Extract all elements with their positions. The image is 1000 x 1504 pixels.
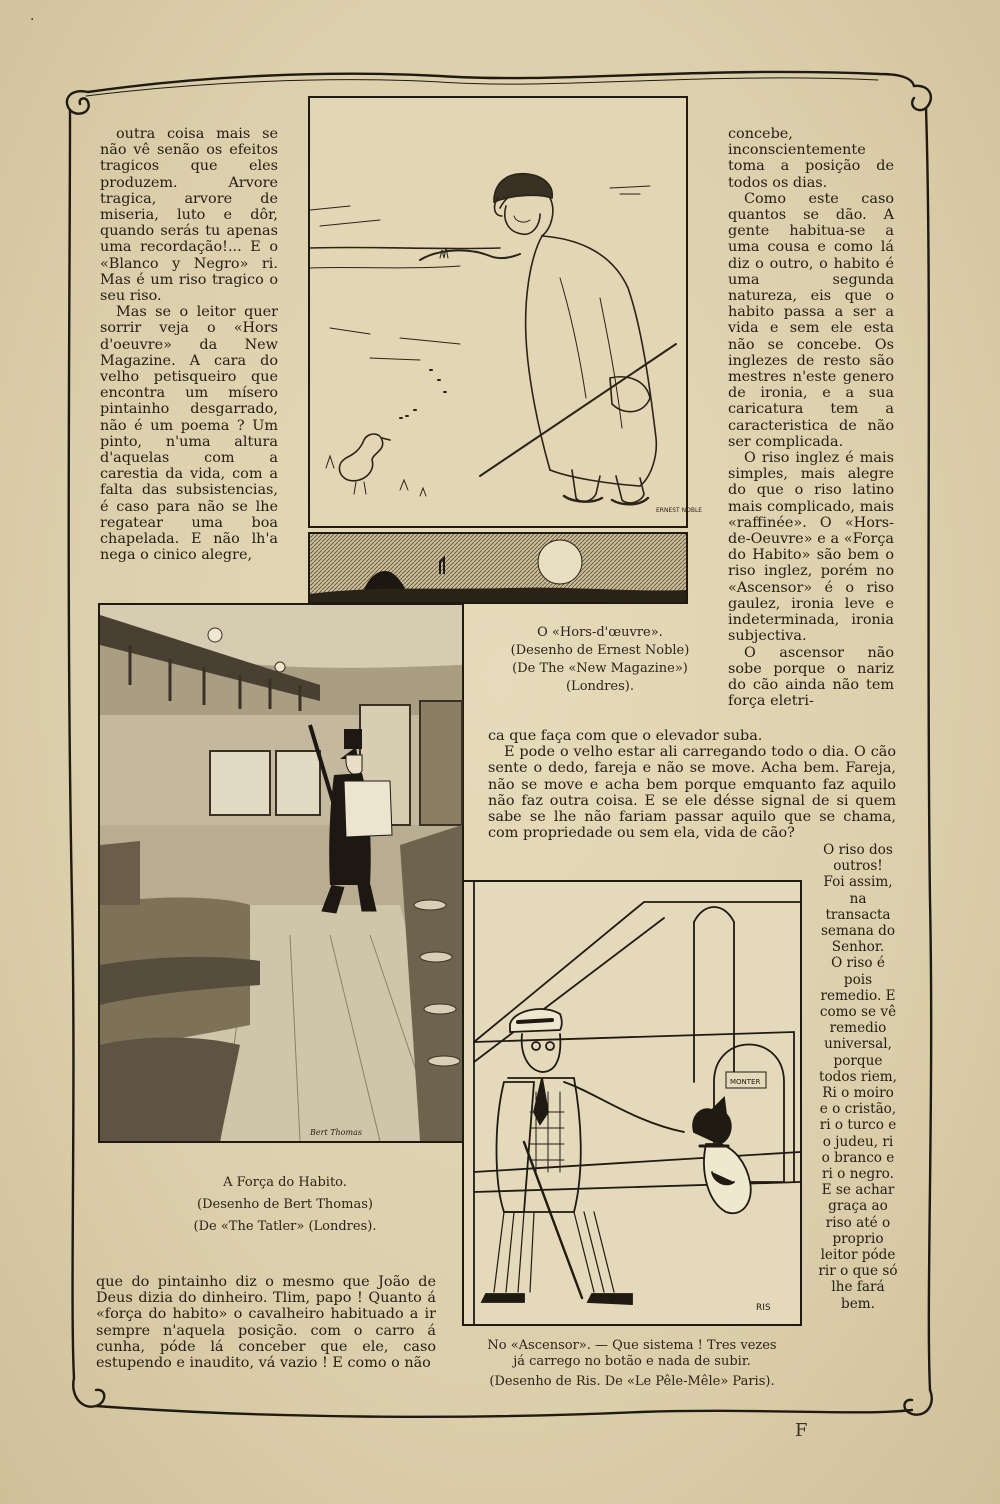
print-speck: ·: [30, 12, 35, 28]
drawing-tram-interior: [100, 605, 462, 1141]
paragraph: O riso dos outros!: [823, 842, 893, 875]
sign-text: MONTER: [730, 1078, 761, 1086]
column-narrow-right: [818, 842, 898, 1312]
illustration-forca-do-habito: [98, 603, 464, 1143]
column-left-bottom: [96, 1274, 436, 1371]
signature-ris: RIS: [756, 1303, 771, 1313]
paragraph: Como este caso quantos se dão. A gente habitua-se a uma cousa e como lá diz o outro, o habito é uma segunda natureza, eis que o habito passa a ser a vida e sem ele esta não se concebe. Os inglezes de resto são mestres n'este genero de ironia, e a sua caricatura tem a caracteristica de não ser complicada.: [728, 190, 894, 450]
column-left-top: [100, 126, 278, 563]
caption-hors-doeuvre: [480, 624, 720, 696]
caption-line: (Desenho de Ernest Noble): [510, 643, 690, 658]
paragraph: outra coisa mais se não vê senão os efeitos tragicos que eles produzem. Arvore tragica, arvore de miseria, luto e dôr, quando serás tu apenas uma recordação!... E o «Blanco y Negro» ri. Mas é um riso tragico o seu riso.: [100, 126, 278, 305]
paragraph: O ascensor não sobe porque o nariz do cão ainda não tem força eletri-: [728, 644, 894, 710]
paragraph: ca que faça com que o elevador suba.: [488, 728, 763, 744]
page-mark: F: [795, 1420, 808, 1441]
caption-forca-do-habito: [110, 1172, 460, 1238]
paragraph: Foi assim, na transacta semana do Senhor.: [820, 874, 896, 956]
paragraph: Mas se o leitor quer sorrir veja o «Hors d'oeuvre» da New Magazine. A cara do velho petisqueiro que encontra um mísero pintainho desgarrado, não é um poema ? Um pinto, n'uma altura d'aquelas com a carestia da vida, com a falta das subsistencias, é caso para não se lhe regatear uma boa chapelada. E não lh'a nega o cinico alegre,: [100, 304, 278, 564]
caption-line: (De «The Tatler» (Londres).: [193, 1219, 377, 1234]
paragraph: E pode o velho estar ali carregando todo o dia. O cão sente o dedo, fareja e não se move. Acha bem. Fareja, não se move e acha bem porque emquanto faz aquilo não faz outra coisa. E se ele désse signal de si quem sabe se lhe não fariam passar aquilo que se chama, com propriedade ou sem ela, vida de cão?: [488, 744, 896, 842]
caption-line: No «Ascensor». — Que sistema ! Tres vezes: [487, 1338, 777, 1353]
signature-thomas: Bert Thomas: [310, 1128, 362, 1137]
caption-line: A Força do Habito.: [223, 1175, 347, 1190]
illustration-ascensor: [462, 880, 802, 1326]
paragraph: O riso inglez é mais simples, mais alegre do que o riso latino mais complicado, mais «raffinée». O «Hors-de-Oeuvre» e a «Força do Habito» são bem o riso inglez, porém no «Ascensor» é o riso gaulez, ironia leve e indeterminada, ironia subjectiva.: [728, 450, 894, 645]
caption-line: já carrego no botão e nada de subir.: [513, 1354, 751, 1369]
drawing-sunset-silhouette: [310, 534, 686, 602]
drawing-old-man-and-chick: [310, 98, 703, 526]
paragraph: O riso é pois remedio. E como se vê remedio universal, porque todos riem, Ri o moiro e o cristão, ri o turco e o judeu, ri o branco e ri o negro. E se achar graça ao riso até o proprio leitor póde rir o que só lhe fará bem.: [818, 955, 898, 1312]
caption-line: (Desenho de Bert Thomas): [197, 1197, 373, 1212]
illustration-hors-doeuvre: [308, 96, 703, 528]
paragraph: que do pintainho diz o mesmo que João de Deus dizia do dinheiro. Tlim, papo ! Quanto á «força do habito» o cavalheiro habituado a ir sempre n'aquela posição. com o carro á cunha, póde lá conceber que ele, caso estupendo e inaudito, vá vazio ! E como o não: [96, 1274, 436, 1372]
signature-noble: ERNEST NOBLE: [656, 507, 703, 514]
caption-line: (Desenho de Ris. De «Le Pêle-Mêle» Paris).: [489, 1374, 775, 1389]
illustration-frieze-sunset: [308, 532, 688, 604]
column-right-top: [728, 126, 894, 709]
paragraph: concebe, inconscientemente toma a posição de todos os dias.: [728, 126, 894, 191]
drawing-elevator-man-dog: [464, 882, 800, 1324]
caption-line: O «Hors-d'œuvre».: [537, 625, 663, 640]
caption-line: (Londres).: [565, 679, 634, 694]
column-middle-wide: [488, 728, 896, 841]
caption-line: (De The «New Magazine»): [512, 661, 688, 676]
caption-ascensor: [462, 1338, 802, 1390]
